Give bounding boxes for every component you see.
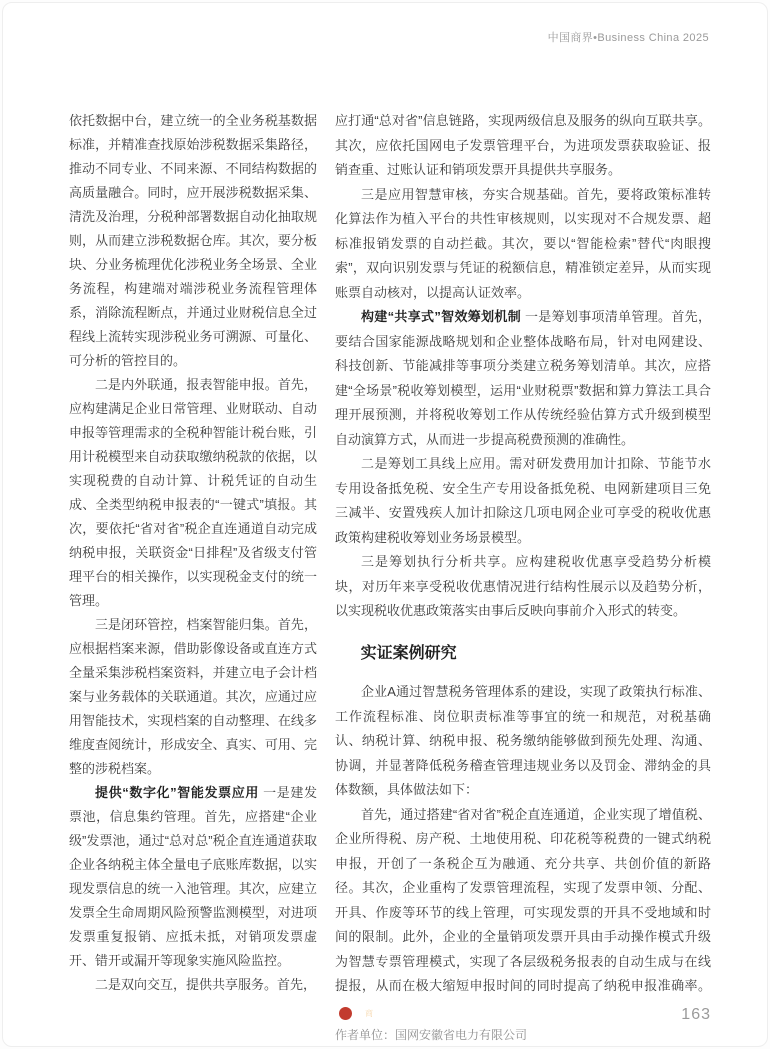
paragraph: 企业A通过智慧税务管理体系的建设，实现了政策执行标准、工作流程标准、岗位职责标准等事宜的统一和规范，对税基确认、纳税计算、纳税申报、税务缴纳能够做到预先处理、沟通、协调，并显著降低税务稽查管理违规业务以及罚金、滞纳金的具体数额，具体做法如下： (335, 684, 711, 797)
paragraph-text: 一是筹划事项清单管理。首先，要结合国家能源战略规划和企业整体战略布局，针对电网建设、科技创新、节能减排等事项分类建立税务筹划清单。其次，应搭建“全场景”税收筹划模型，运用“业财税票”数据和算力算法工具合理开展预测，并将税收筹划工作从传统经验估算方式升级到模型自动演算方式，从而进一步提高税费预测的准确性。 (335, 309, 711, 447)
left-column (69, 109, 317, 997)
journal-header: 中国商界•Business China 2025 (547, 32, 709, 44)
paragraph: 二是筹划工具线上应用。需对研发费用加计扣除、节能节水专用设备抵免税、安全生产专用设备抵免税、电网新建项目三免三减半、安置残疾人加计扣除这几项电网企业可享受的税收优惠政策构建税收筹划业务场景模型。 (335, 456, 711, 545)
paragraph: 三是闭环管控，档案智能归集。首先，应根据档案来源，借助影像设备或直连方式全量采集涉税档案资料，并建立电子会计档案与业务载体的关联通道。其次，应通过应用智能技术，实现档案的自动整理、在线多维度查阅统计，形成安全、真实、可用、完整的涉税档案。 (69, 617, 317, 776)
paragraph: 二是双向交互，提供共享服务。首先， (95, 977, 317, 992)
paragraph-text: 一是建发票池，信息集约管理。首先，应搭建“企业级”发票池，通过“总对总”税企直连通道获取企业各纳税主体全量电子底账库数据，以实现发票信息的统一入池管理。其次，应建立发票全生命周期风险预警监测模型，对进项发票重复报销、应抵未抵，对销项发票虚开、错开或漏开等现象实施风险监控。 (69, 785, 317, 968)
paragraph: 三是筹划执行分析共享。应构建税收优惠享受趋势分析模块，对历年来享受税收优惠情况进行结构性展示以及趋势分析，以实现税收优惠政策落实由事后反映向事前介入形式的转变。 (335, 554, 711, 618)
page-number: 163 (681, 1006, 711, 1023)
right-column (335, 109, 711, 1048)
paragraph: 三是应用智慧审核，夯实合规基础。首先，要将政策标准转化算法作为植入平台的共性审核规则，以实现对不合规发票、超标准报销发票的自动拦截。其次，要以“智能检索”替代“肉眼搜索”，双向识别发票与凭证的税额信息，精准锁定差异，从而实现账票自动核对，以提高认证效率。 (335, 186, 711, 300)
section-heading: 实证案例研究 (360, 644, 457, 662)
inline-subheading: 构建“共享式”智效筹划机制 (361, 309, 522, 324)
author-note: 作者单位：国网安徽省电力有限公司 (335, 1028, 528, 1042)
end-of-article-seal-icon: 商 (339, 1007, 352, 1020)
article-page (2, 2, 768, 1047)
paragraph: 二是内外联通，报表智能申报。首先，应构建满足企业日常管理、业财联动、自动申报等管理需求的全税种智能计税台账，引用计税模型来自动获取缴纳税款的依据，以实现税费的自动计算、计税凭证的自动生成、全类型纳税申报表的“一键式”填报。其次，要依托“省对省”税企直连通道自动完成纳税申报，关联资金“日排程”及省级支付管理平台的相关操作，以实现税金支付的统一管理。 (69, 377, 317, 608)
paragraph-text: 首先，通过搭建“省对省”税企直连通道，企业实现了增值税、企业所得税、房产税、土地使用税、印花税等税费的一键式纳税申报，开创了一条税企互为融通、充分共享、共创价值的新路径。其次，企业重构了发票管理流程，实现了发票申领、分配、开具、作废等环节的线上管理，可实现发票的开具不受地域和时间的限制。此外，企业的全量销项发票开具由手动操作模式升级为智慧专票管理模式，实现了各层级税务报表的自动生成与在线提报，从而在极大缩短申报时间的同时提高了纳税申报准确率。 (335, 806, 711, 993)
paragraph (335, 305, 711, 452)
paragraph: 应打通“总对省”信息链路，实现两级信息及服务的纵向互联共享。其次，应依托国网电子发票管理平台，为进项发票获取验证、报销查重、过账认证和销项发票开具提供共享服务。 (335, 113, 711, 177)
inline-subheading: 提供“数字化”智能发票应用 (95, 785, 259, 800)
paragraph (335, 803, 711, 1024)
paragraph: 依托数据中台，建立统一的全业务税基数据标准，并精准查找原始涉税数据采集路径，推动不同专业、不同来源、不同结构数据的高质量融合。同时，应开展涉税数据采集、清洗及治理，分税种部署数据自动化抽取规则，从而建立涉税数据仓库。其次，要分板块、分业务梳理优化涉税业务全场景、全业务流程，构建端对端涉税业务流程管理体系，消除流程断点，并通过业财税信息全过程线上流转实现涉税业务可溯源、可量化、可分析的管控目的。 (69, 113, 317, 368)
paragraph (69, 781, 317, 973)
